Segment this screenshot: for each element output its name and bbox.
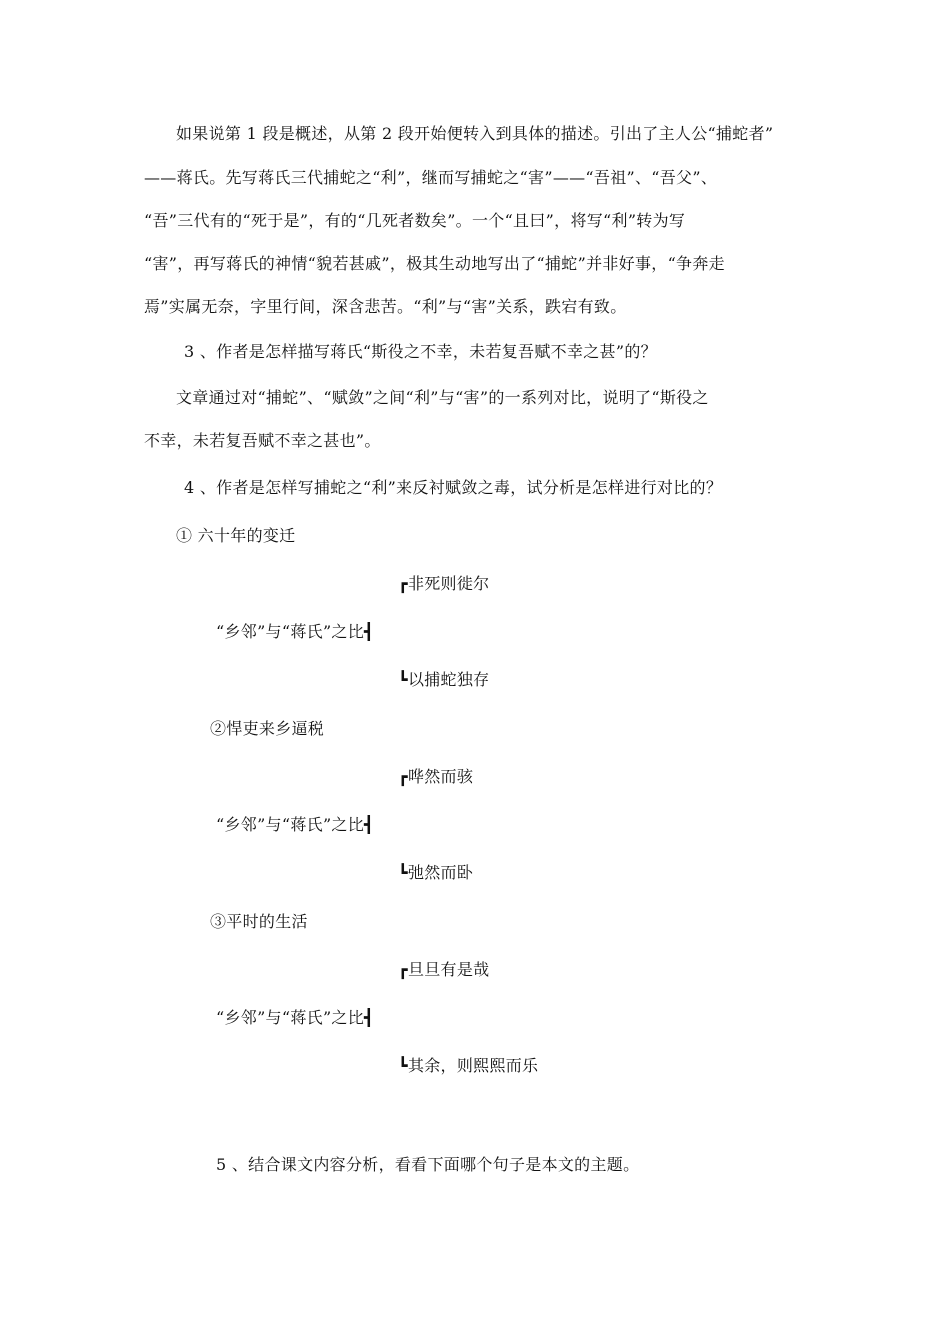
question-4: 4 、作者是怎样写捕蛇之“利”来反衬赋敛之毒，试分析是怎样进行对比的？ (184, 478, 723, 497)
brace-top-glyph: ┏ (398, 960, 408, 979)
comparison-item-title: ②悍吏来乡逼税 (210, 719, 325, 738)
question-3: 3 、作者是怎样描写蒋氏“斯役之不幸，未若复吾赋不幸之甚”的？ (184, 342, 657, 361)
paragraph-line: “害”，再写蒋氏的神情“貌若甚戚”，极其生动地写出了“捕蛇”并非好事，“争奔走 (144, 254, 725, 273)
question-5: 5 、结合课文内容分析，看看下面哪个句子是本文的主题。 (216, 1155, 640, 1174)
brace-top-glyph: ┏ (398, 767, 408, 786)
brace-middle-branch (216, 1008, 374, 1028)
brace-middle-glyph: ┫ (364, 1008, 374, 1027)
brace-top-text: 旦旦有是哉 (407, 960, 490, 979)
brace-bottom-text: 其余，则熙熙而乐 (407, 1056, 539, 1075)
brace-bottom-glyph: ┗ (398, 863, 408, 882)
comparison-item-title: ① 六十年的变迁 (176, 526, 296, 545)
brace-bottom-branch (398, 670, 489, 690)
comparison-item-title: ③平时的生活 (210, 912, 308, 931)
brace-bottom-text: 以捕蛇独存 (407, 670, 490, 689)
brace-top-branch (398, 574, 489, 594)
brace-top-glyph: ┏ (398, 574, 408, 593)
comparison-label: “乡邻”与“蒋氏”之比 (216, 815, 365, 834)
brace-top-branch (398, 960, 489, 980)
brace-bottom-branch (398, 863, 473, 883)
brace-bottom-text: 弛然而卧 (407, 863, 474, 882)
answer-3-line: 文章通过对“捕蛇”、“赋敛”之间“利”与“害”的一系列对比，说明了“斯役之 (176, 388, 709, 407)
paragraph-line: ——蒋氏。先写蒋氏三代捕蛇之“利”，继而写捕蛇之“害”——“吾祖”、“吾父”、 (144, 168, 718, 187)
paragraph-line: “吾”三代有的“死于是”，有的“几死者数矣”。一个“且曰”，将写“利”转为写 (144, 211, 686, 230)
brace-top-text: 非死则徙尔 (407, 574, 490, 593)
comparison-label: “乡邻”与“蒋氏”之比 (216, 1008, 365, 1027)
brace-middle-branch (216, 622, 374, 642)
brace-middle-glyph: ┫ (364, 815, 374, 834)
brace-bottom-branch (398, 1056, 538, 1076)
paragraph-line: 焉”实属无奈，字里行间，深含悲苦。“利”与“害”关系，跌宕有致。 (144, 297, 627, 316)
comparison-label: “乡邻”与“蒋氏”之比 (216, 622, 365, 641)
paragraph-line: 如果说第 1 段是概述，从第 2 段开始便转入到具体的描述。引出了主人公“捕蛇者” (176, 124, 774, 143)
brace-top-text: 哗然而骇 (407, 767, 474, 786)
brace-bottom-glyph: ┗ (398, 1056, 408, 1075)
brace-middle-branch (216, 815, 374, 835)
answer-3-line: 不幸，未若复吾赋不幸之甚也”。 (144, 431, 381, 450)
brace-middle-glyph: ┫ (364, 622, 374, 641)
brace-top-branch (398, 767, 473, 787)
brace-bottom-glyph: ┗ (398, 670, 408, 689)
